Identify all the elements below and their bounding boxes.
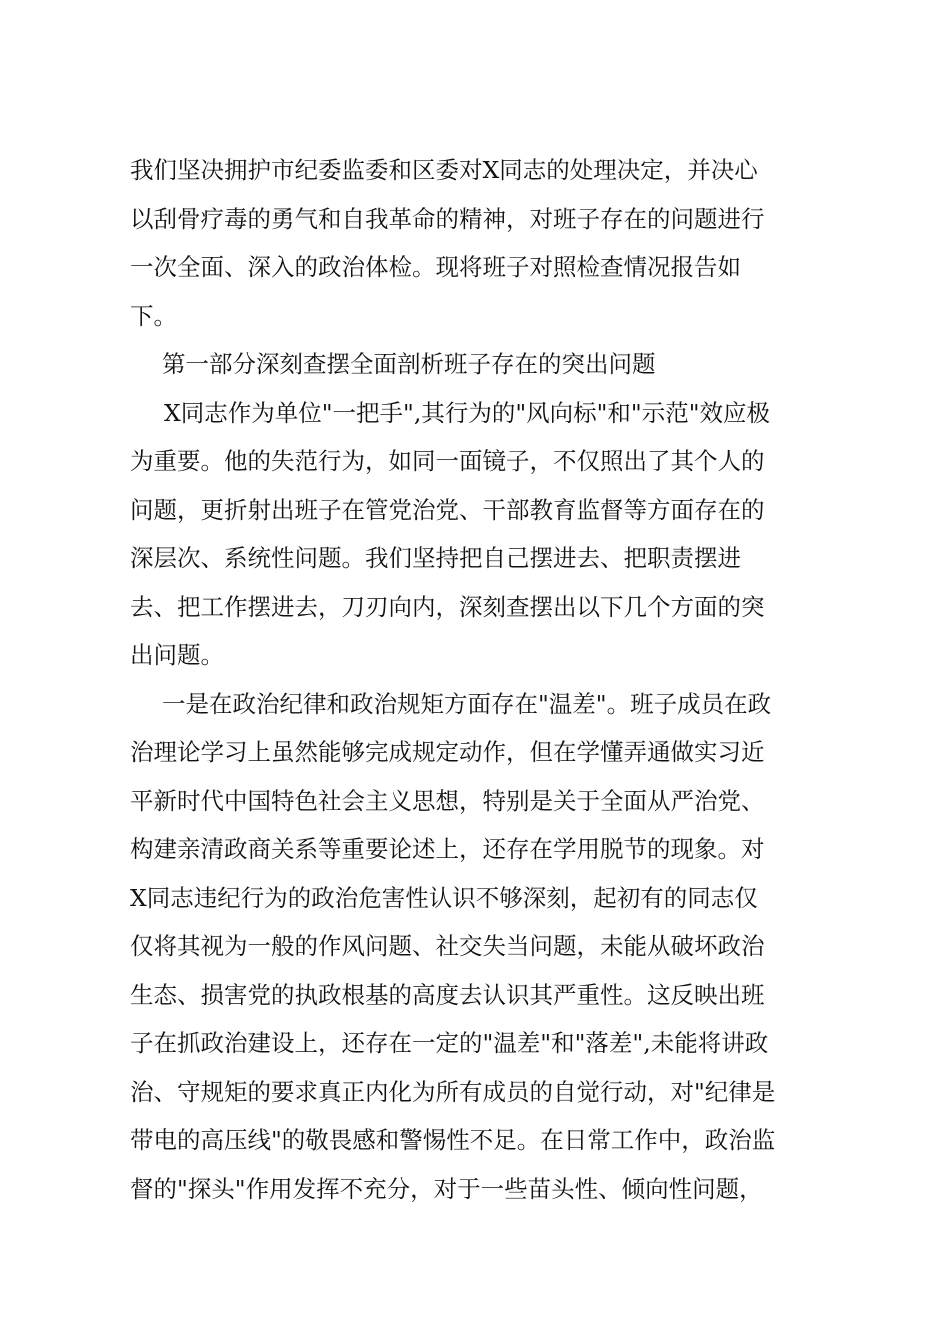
text-line: 我们坚决拥护市纪委监委和区委对X同志的处理决定，并决心: [130, 156, 758, 184]
intro-paragraph: [130, 146, 830, 340]
text-line: 深层次、系统性问题。我们坚持把自己摆进去、把职责摆进: [130, 544, 741, 572]
section-heading: [130, 340, 830, 389]
text-line: 问题，更折射出班子在管党治党、干部教育监督等方面存在的: [130, 495, 765, 524]
text-line: 以刮骨疗毒的勇气和自我革命的精神，对班子存在的问题进行: [130, 204, 765, 233]
text-line: 为重要。他的失范行为，如同一面镜子，不仅照出了其个人的: [130, 447, 765, 475]
text-line: 去、把工作摆进去，刀刃向内，深刻查摆出以下几个方面的突: [130, 592, 765, 621]
document-body: [130, 146, 830, 1213]
text-line: 带电的高压线"的敬畏感和警惕性不足。在日常工作中，政治监: [130, 1126, 776, 1154]
text-line: 生态、损害党的执政根基的高度去认识其严重性。这反映出班: [130, 980, 765, 1009]
text-line: 治理论学习上虽然能够完成规定动作，但在学懂弄通做实习近: [130, 738, 765, 766]
text-line: 一次全面、深入的政治体检。现将班子对照检查情况报告如: [130, 253, 741, 281]
text-line: 出问题。: [130, 641, 224, 669]
text-line: 子在抓政治建设上，还存在一定的"温差"和"落差",未能将讲政: [130, 1029, 769, 1057]
text-line: 仅将其视为一般的作风问题、社交失当问题，未能从破坏政治: [130, 932, 765, 960]
point-one-paragraph: [130, 680, 830, 1214]
text-line: 下。: [130, 301, 177, 330]
text-line: 构建亲清政商关系等重要论述上，还存在学用脱节的现象。对: [130, 835, 765, 863]
overview-paragraph: [130, 389, 830, 680]
text-line: X同志作为单位"一把手",其行为的"风向标"和"示范"效应极: [164, 398, 771, 427]
text-line: X同志违纪行为的政治危害性认识不够深刻，起初有的同志仅: [130, 883, 758, 912]
text-line: 一是在政治纪律和政治规矩方面存在"温差"。班子成员在政: [162, 689, 772, 718]
text-line: 督的"探头"作用发挥不充分，对于一些苗头性、倾向性问题，: [130, 1174, 763, 1203]
heading-line: 第一部分深刻查摆全面剖析班子存在的突出问题: [162, 350, 656, 378]
text-line: 平新时代中国特色社会主义思想，特别是关于全面从严治党、: [130, 786, 765, 815]
text-line: 治、守规矩的要求真正内化为所有成员的自觉行动，对"纪律是: [130, 1077, 776, 1106]
